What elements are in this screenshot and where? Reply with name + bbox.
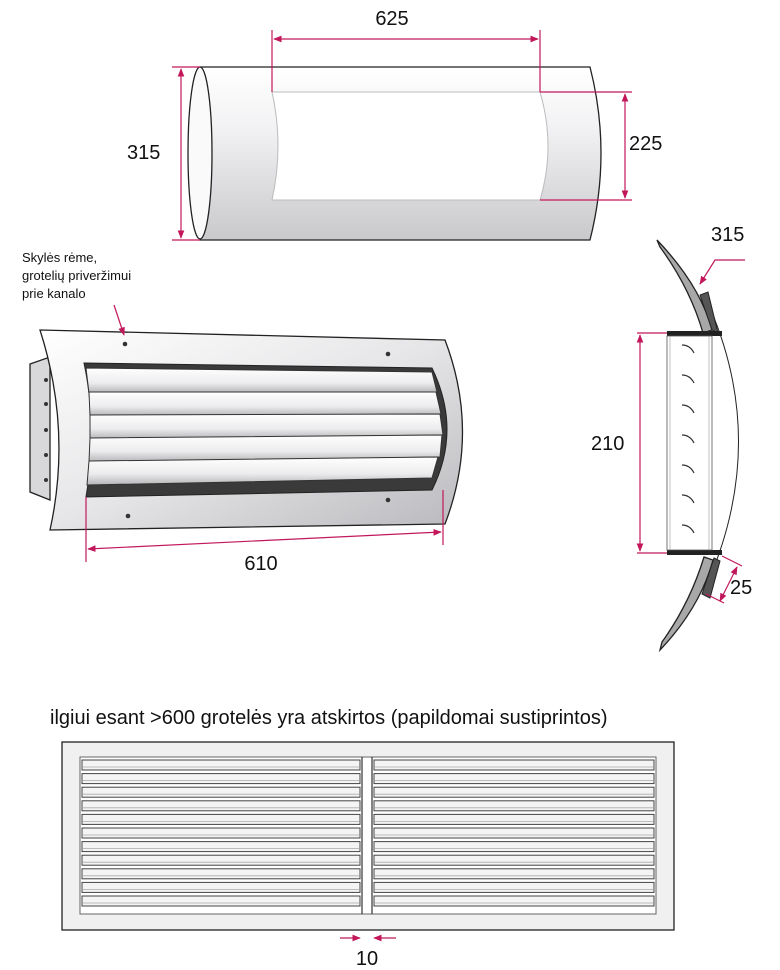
note-line-1: Skylės rėme, [22, 250, 98, 265]
louver-slat [374, 896, 654, 906]
louver-slat [374, 882, 654, 892]
dim-height-210 [591, 333, 667, 553]
louver-slat [82, 842, 360, 852]
duct-cylinder [188, 67, 601, 240]
split-caption: ilgiui esant >600 grotelės yra atskirtos (papildomai sustiprintos) [50, 707, 608, 729]
louver-slat [82, 787, 360, 797]
louver-slat [82, 760, 360, 770]
louver-slat [374, 787, 654, 797]
split-louvers-left [82, 760, 360, 906]
louver-slat [374, 828, 654, 838]
dim-height-label: 210 [591, 433, 625, 455]
lower-plate [667, 550, 722, 555]
dim-width-label: 610 [244, 553, 278, 575]
split-grille [62, 742, 674, 930]
dim-opening-label: 225 [629, 133, 663, 155]
dim-gap-label: 10 [355, 948, 379, 970]
dim-flange-label: 25 [730, 577, 753, 599]
note-line-3: prie kanalo [22, 286, 86, 301]
louver-slat [82, 855, 360, 865]
upper-duct-band [657, 240, 712, 333]
dim-diameter-label: 315 [127, 142, 161, 164]
grille-louvers [86, 368, 443, 485]
louver-slat [374, 869, 654, 879]
louver-slat [82, 869, 360, 879]
louver-slat [374, 855, 654, 865]
hole-note [22, 250, 131, 335]
louver-slat [82, 828, 360, 838]
louver-slat [82, 814, 360, 824]
louver-slat [82, 896, 360, 906]
louver-slat [82, 801, 360, 811]
lower-duct-band [660, 557, 713, 650]
louver-slat [374, 814, 654, 824]
louver-slat [82, 882, 360, 892]
cylinder-end [188, 67, 212, 239]
louver-slat [374, 801, 654, 811]
dim-length-label: 625 [375, 8, 409, 30]
louver-slat [374, 760, 654, 770]
louver-slat [82, 774, 360, 784]
curved-grille [30, 330, 463, 530]
dim-section-315 [700, 224, 745, 284]
dim-section-diameter-label: 315 [711, 224, 745, 246]
dim-gap-10 [340, 938, 396, 970]
louver-slat [374, 774, 654, 784]
note-line-2: grotelių priveržimui [22, 268, 132, 283]
upper-plate [667, 331, 722, 336]
louver-slat [374, 842, 654, 852]
louver [86, 368, 437, 393]
split-louvers-right [374, 760, 654, 906]
section-grille-body [667, 336, 712, 550]
louver [89, 392, 441, 416]
duct-wall-arc [708, 308, 739, 582]
cylinder-opening [272, 92, 548, 200]
